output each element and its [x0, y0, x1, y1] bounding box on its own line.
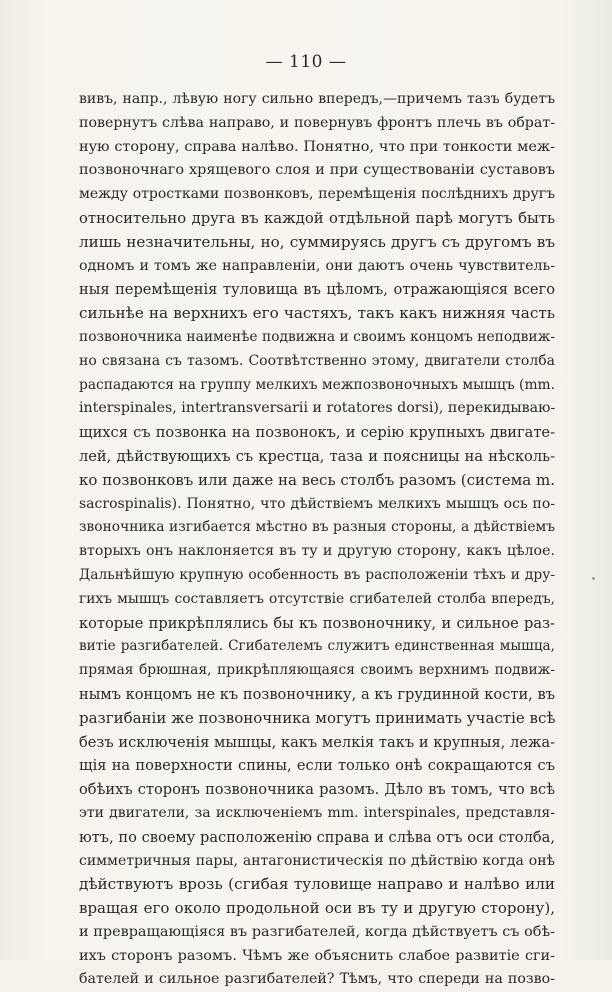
text-line: гихъ мышцъ составляетъ отсутствіе сгибателей столба впередъ,	[79, 590, 555, 607]
text-line: позвоночника наименѣе подвижна и своимъ концомъ неподвиж-	[79, 328, 555, 345]
text-line: вращая его около продольной оси въ ту и другую сторону),	[79, 899, 555, 918]
text-line: ютъ, по своему расположенію справа и слѣва отъ оси столба,	[79, 828, 555, 846]
text-line: симметричныя пары, антагонистическія по дѣйствію когда онѣ	[79, 852, 555, 869]
text-line: относительно друга въ каждой отдѣльной парѣ могутъ быть	[79, 209, 555, 227]
paper-speck	[592, 577, 595, 580]
text-line: вивъ, напр., лѣвую ногу сильно впередъ,—причемъ тазъ будетъ	[79, 91, 555, 107]
text-line: щихся съ позвонка на позвонокъ, и серію крупныхъ двигате-	[79, 424, 555, 442]
text-line: безъ исключенія мышцы, какъ мелкія такъ и крупныя, лежа-	[79, 733, 555, 751]
text-line: одномъ и томъ же направленіи, они даютъ очень чувствитель-	[79, 257, 555, 274]
text-line: нымъ концомъ не къ позвоночнику, а къ грудинной кости, въ	[79, 685, 555, 703]
text-line: позвоночнаго хрящевого слоя и при существованіи суставовъ	[79, 162, 555, 179]
text-line: ихъ сторонъ разомъ. Чѣмъ же объяснить слабое развитіе сги-	[79, 947, 555, 964]
text-line: витіе разгибателей. Сгибателемъ служитъ единственная мышца,	[79, 638, 555, 655]
text-line: ко позвонковъ или даже на весь столбъ разомъ (система m.	[79, 470, 555, 489]
text-line: Дальнѣйшую крупную особенность въ расположеніи тѣхъ и дру-	[79, 566, 555, 583]
text-line: которые прикрѣплялись бы къ позвоночнику, и сильное раз-	[79, 614, 555, 632]
text-line: лей, дѣйствующихъ съ крестца, таза и поясницы на нѣсколь-	[79, 447, 555, 465]
text-line: и превращающіяся въ разгибателей, когда дѣйствуетъ съ обѣ-	[79, 923, 555, 940]
text-line: ную сторону, справа налѣво. Понятно, что при тонкости меж-	[79, 138, 555, 155]
text-line: прямая брюшная, прикрѣпляющаяся своимъ верхнимъ подвиж-	[79, 662, 555, 679]
text-line: sacrospinalis). Понятно, что дѣйствіемъ мелкихъ мышцъ ось по-	[79, 495, 555, 512]
text-line: эти двигатели, за исключеніемъ mm. interspinales, представля-	[79, 804, 555, 821]
text-line: дѣйствуютъ врозь (сгибая туловище направо и налѣво или	[79, 875, 555, 894]
text-line: лишь незначительны, но, суммируясь другъ съ другомъ въ	[79, 232, 555, 251]
text-line: разгибаніи же позвоночника могутъ принимать участіе всѣ	[79, 708, 555, 727]
text-line: звоночника изгибается мѣстно въ разныя стороны, а дѣйствіемъ	[79, 519, 555, 536]
text-line: сильнѣе на верхнихъ его частяхъ, такъ какъ нижняя часть	[79, 304, 555, 323]
body-text	[79, 88, 555, 992]
text-line: но связана съ тазомъ. Соотвѣтственно этому, двигатели столба	[79, 352, 555, 369]
text-line: interspinales, intertransversarii и rotatores dorsi), перекидываю-	[79, 400, 555, 417]
text-line: обѣихъ сторонъ позвоночника разомъ. Дѣло въ томъ, что всѣ	[79, 781, 555, 799]
text-line: повернутъ слѣва направо, и повернувъ фронтъ плечь въ обрат-	[79, 114, 555, 131]
page-number: — 110 —	[265, 52, 347, 72]
text-line: распадаются на группу мелкихъ межпозвоночныхъ мышцъ (mm.	[79, 376, 555, 393]
text-line: щія на поверхности спины, если только онѣ сокращаются съ	[79, 757, 555, 775]
text-line: бателей и сильное разгибателей? Тѣмъ, что спереди на позво-	[79, 971, 555, 988]
text-line: вторыхъ онъ наклоняется въ ту и другую сторону, какъ цѣлое.	[79, 543, 555, 560]
text-line: между отростками позвонковъ, перемѣщенія послѣднихъ другъ	[79, 186, 555, 203]
text-line: ныя перемѣщенія туловища въ цѣломъ, отражающіяся всего	[79, 281, 555, 299]
